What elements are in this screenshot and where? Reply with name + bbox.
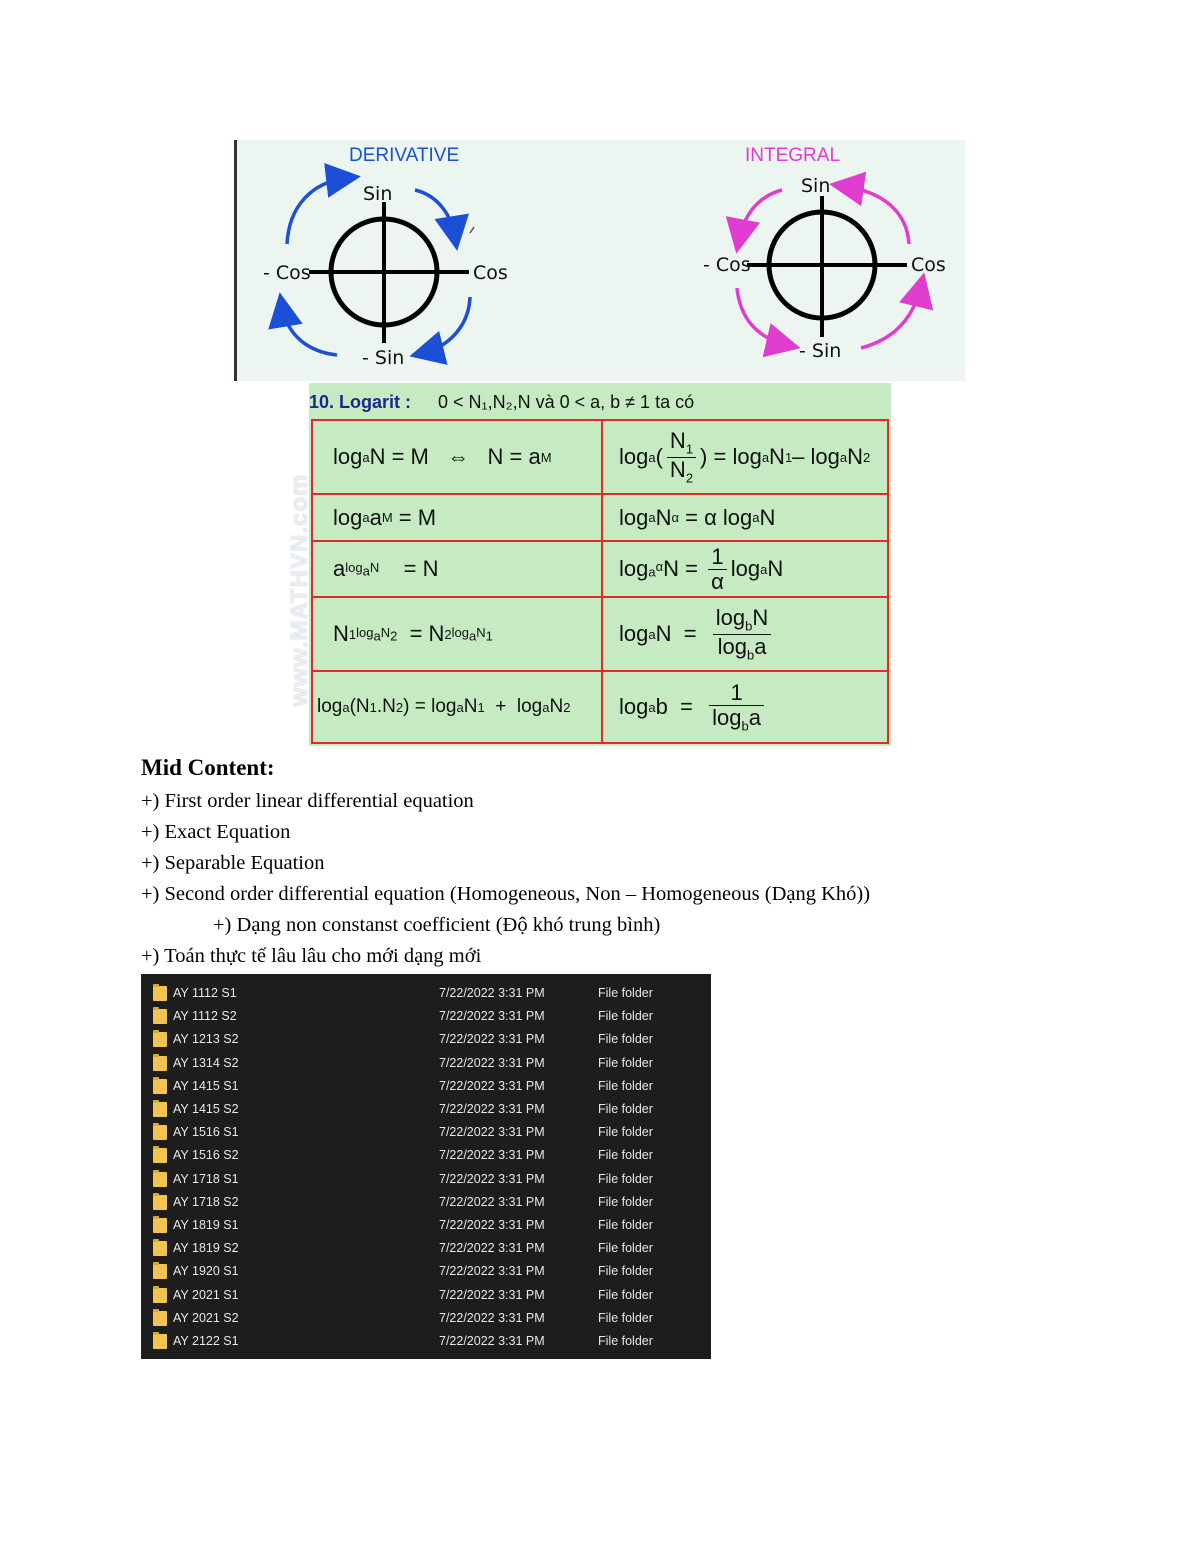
- folder-name: AY 1516 S1: [173, 1125, 239, 1140]
- folder-type: File folder: [598, 1102, 653, 1116]
- folder-date-modified: 7/22/2022 3:31 PM: [439, 986, 545, 1000]
- folder-name: AY 1819 S2: [173, 1241, 239, 1256]
- folder-date-modified: 7/22/2022 3:31 PM: [439, 1218, 545, 1232]
- table-row: [313, 421, 887, 495]
- folder-icon: [153, 1056, 167, 1071]
- folder-type: File folder: [598, 1148, 653, 1163]
- folder-name: AY 1112 S2: [173, 1009, 237, 1024]
- formula-exp-log: a $\log_aN$ = N: [333, 556, 439, 581]
- formula-power-rule: log a N α = α log a N: [619, 504, 776, 530]
- table-row: [313, 598, 887, 672]
- folder-icon: [153, 1032, 167, 1047]
- folder-type: File folder: [598, 1032, 653, 1047]
- stray-mark: [470, 227, 474, 233]
- folder-row[interactable]: [141, 982, 711, 1005]
- folder-icon: [153, 1264, 167, 1279]
- folder-type: File folder: [598, 1310, 653, 1325]
- folder-name: AY 1718 S2: [173, 1194, 239, 1209]
- folder-row[interactable]: [141, 1075, 711, 1098]
- folder-name: AY 1112 S1: [173, 986, 237, 1000]
- folder-name: AY 2021 S1: [173, 1287, 239, 1302]
- folder-name: AY 1920 S1: [173, 1264, 239, 1279]
- logarithm-number: 10. Logarit :: [309, 392, 412, 412]
- integral-cos-label: Cos: [911, 254, 946, 276]
- folder-icon: [153, 1288, 167, 1303]
- folder-icon: [153, 1009, 167, 1024]
- folder-date-modified: 7/22/2022 3:31 PM: [439, 1102, 545, 1116]
- folder-date-modified: 7/22/2022 3:31 PM: [439, 1078, 545, 1093]
- folder-icon: [153, 1195, 167, 1210]
- folder-icon: [153, 1311, 167, 1326]
- folder-type: File folder: [598, 1334, 653, 1348]
- formula-swap: N 1 $\log_aN_2$ = N 2 $\log_aN_1$: [333, 621, 493, 646]
- mid-content-title: Mid Content:: [141, 755, 275, 780]
- folder-type: File folder: [598, 1264, 653, 1279]
- folder-date-modified: 7/22/2022 3:31 PM: [439, 1287, 545, 1302]
- folder-type: File folder: [598, 1009, 653, 1024]
- folder-icon: [153, 1148, 167, 1163]
- folder-type: File folder: [598, 1241, 653, 1256]
- topic-item: +) First order linear differential equation: [141, 790, 474, 812]
- formula-base-power: log $a^\alpha$ N = $\frac{1}{\alpha}$ log a N: [619, 544, 784, 594]
- watermark: www.MATHVN.com: [286, 473, 313, 707]
- formula-quotient: log a ( $\frac{N_1}{N_2}$ ) = log a N 1 – log a N 2: [619, 428, 871, 485]
- folder-row[interactable]: [141, 1028, 711, 1051]
- topic-item: +) Separable Equation: [141, 852, 325, 874]
- folder-row[interactable]: [141, 1237, 711, 1260]
- folder-row[interactable]: [141, 1052, 711, 1075]
- folder-date-modified: 7/22/2022 3:31 PM: [439, 1334, 545, 1348]
- folder-type: File folder: [598, 1287, 653, 1302]
- folder-name: AY 1213 S2: [173, 1032, 239, 1047]
- logarithm-table: [311, 419, 889, 744]
- formula-definition: log a N = M ⇔ N = a M: [333, 444, 552, 469]
- trig-cycle-svg: [237, 140, 965, 381]
- folder-icon: [153, 1079, 167, 1094]
- folder-row[interactable]: [141, 1005, 711, 1028]
- folder-date-modified: 7/22/2022 3:31 PM: [439, 1310, 545, 1325]
- table-row: [313, 495, 887, 542]
- folder-date-modified: 7/22/2022 3:31 PM: [439, 1055, 545, 1070]
- folder-date-modified: 7/22/2022 3:31 PM: [439, 1171, 545, 1186]
- folder-row[interactable]: [141, 1144, 711, 1167]
- topic-subitem: +) Dạng non constanst coefficient (Độ khó trung bình): [213, 914, 661, 936]
- folder-name: AY 1415 S2: [173, 1102, 239, 1116]
- folder-date-modified: 7/22/2022 3:31 PM: [439, 1148, 545, 1163]
- folder-row[interactable]: [141, 1260, 711, 1283]
- formula-change-base: log a N = $\frac{\log_bN}{\log_ba}$: [619, 598, 775, 670]
- trig-cycle-figure: [234, 140, 965, 381]
- integral-axes: [747, 196, 907, 337]
- formula-log-power: log a a M = M: [333, 504, 437, 530]
- folder-icon: [153, 1102, 167, 1117]
- derivative-title: DERIVATIVE: [349, 145, 460, 166]
- integral-title: INTEGRAL: [745, 145, 841, 166]
- folder-date-modified: 7/22/2022 3:31 PM: [439, 1009, 545, 1024]
- logarithm-heading: [309, 387, 694, 417]
- folder-row[interactable]: [141, 1191, 711, 1214]
- topic-item: +) Exact Equation: [141, 821, 291, 843]
- topic-item: +) Toán thực tế lâu lâu cho mới dạng mới: [141, 945, 482, 967]
- derivative-neg-cos-label: - Cos: [263, 262, 311, 284]
- folder-row[interactable]: [141, 1168, 711, 1191]
- derivative-axes: [309, 202, 469, 343]
- folder-name: AY 1516 S2: [173, 1148, 239, 1163]
- derivative-cos-label: Cos: [473, 262, 508, 284]
- formula-product: log a (N 1 .N 2 ) = log a N 1 + log a N 2: [317, 696, 571, 717]
- logarithm-condition: 0 < N₁,N₂,N và 0 < a, b ≠ 1 ta có: [438, 392, 695, 412]
- folder-type: File folder: [598, 1125, 653, 1140]
- folder-name: AY 2122 S1: [173, 1334, 239, 1348]
- folder-type: File folder: [598, 986, 653, 1000]
- integral-neg-sin-label: - Sin: [799, 340, 842, 362]
- folder-name: AY 1314 S2: [173, 1055, 239, 1070]
- folder-type: File folder: [598, 1194, 653, 1209]
- folder-row[interactable]: [141, 1330, 711, 1353]
- logarithm-formulas: [309, 383, 891, 746]
- folder-type: File folder: [598, 1171, 653, 1186]
- folder-icon: [153, 1125, 167, 1140]
- folder-icon: [153, 986, 167, 1001]
- folder-row[interactable]: [141, 1307, 711, 1330]
- folder-date-modified: 7/22/2022 3:31 PM: [439, 1264, 545, 1279]
- folder-name: AY 2021 S2: [173, 1310, 239, 1325]
- derivative-sin-label: Sin: [363, 183, 393, 205]
- folder-icon: [153, 1172, 167, 1187]
- folder-row[interactable]: [141, 1098, 711, 1121]
- folder-name: AY 1415 S1: [173, 1078, 239, 1093]
- folder-name: AY 1718 S1: [173, 1171, 239, 1186]
- integral-sin-label: Sin: [801, 175, 831, 197]
- folder-icon: [153, 1334, 167, 1349]
- folder-name: AY 1819 S1: [173, 1218, 239, 1232]
- folder-icon: [153, 1218, 167, 1233]
- integral-neg-cos-label: - Cos: [703, 254, 751, 276]
- folder-row[interactable]: [141, 1214, 711, 1237]
- folder-type: File folder: [598, 1055, 653, 1070]
- table-row: [313, 542, 887, 598]
- folder-date-modified: 7/22/2022 3:31 PM: [439, 1125, 545, 1140]
- folder-date-modified: 7/22/2022 3:31 PM: [439, 1032, 545, 1047]
- folder-type: File folder: [598, 1078, 653, 1093]
- folder-row[interactable]: [141, 1284, 711, 1307]
- folder-row[interactable]: [141, 1121, 711, 1144]
- folder-list: [141, 974, 711, 1359]
- derivative-neg-sin-label: - Sin: [362, 347, 405, 369]
- folder-date-modified: 7/22/2022 3:31 PM: [439, 1241, 545, 1256]
- folder-type: File folder: [598, 1218, 653, 1232]
- folder-icon: [153, 1241, 167, 1256]
- topic-item: +) Second order differential equation (Homogeneous, Non – Homogeneous (Dạng Khó)): [141, 883, 871, 905]
- table-row: [313, 672, 887, 742]
- formula-reciprocal: log a b = $\frac{1}{\log_ba}$: [619, 672, 768, 742]
- folder-date-modified: 7/22/2022 3:31 PM: [439, 1194, 545, 1209]
